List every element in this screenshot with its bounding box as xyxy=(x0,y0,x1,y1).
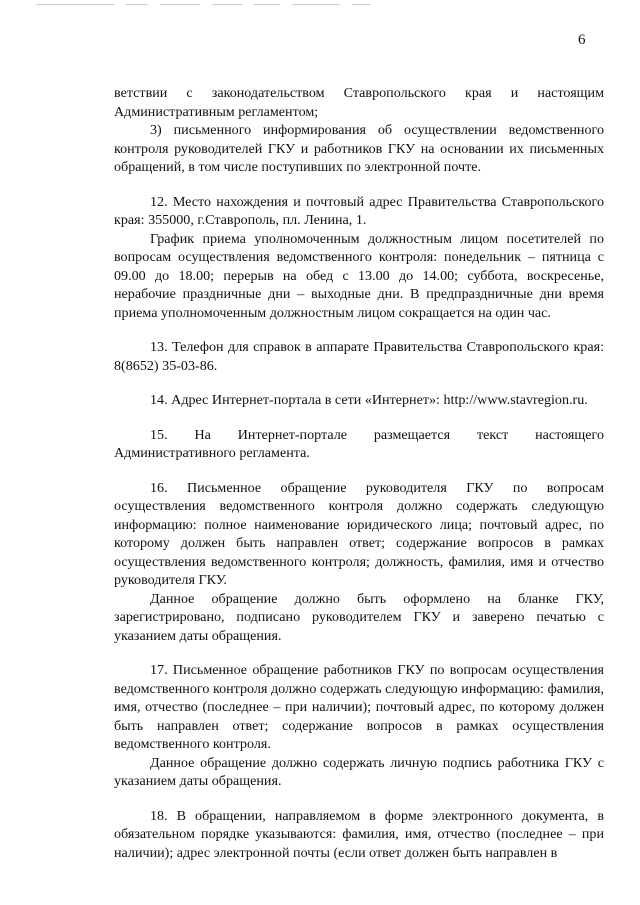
paragraph-14: 14. Адрес Интернет-портала в сети «Интернет»: http://www.stavregion.ru. xyxy=(150,392,588,408)
paragraph-15: 15. На Интернет-портале размещается текст настоящего Административного регламента. xyxy=(114,426,604,461)
paragraph-17-signature: Данное обращение должно содержать личную подпись работника ГКУ с указанием даты обращения. xyxy=(114,754,604,789)
paragraph-item-3: 3) письменного информирования об осуществлении ведомственного контроля руководителей ГКУ и работников ГКУ на основании их письменных обращений, в том числе поступивших по электронной почте. xyxy=(114,122,604,175)
paragraph-17: 17. Письменное обращение работников ГКУ по вопросам осуществления ведомственного контроля должно содержать следующую информацию: фамилия, имя, отчество (последнее – при наличии); почтовый адрес, по которому должен быть направлен ответ; содержание вопросов в рамках осуществления ведомственного контроля. xyxy=(114,662,604,752)
paragraph-16: 16. Письменное обращение руководителя ГКУ по вопросам осуществления ведомственного контроля должно содержать следующую информацию: полное наименование юридического лица; почтовый адрес, по которому должен быть направлен ответ; содержание вопросов в рамках осуществления ведомственного контроля; должность, фамилия, имя и отчество руководителя ГКУ. xyxy=(114,479,604,588)
paragraph-continuation: ветствии с законодательством Ставропольского края и настоящим Административным регламентом; xyxy=(114,85,604,120)
paragraph-schedule: График приема уполномоченным должностным лицом посетителей по вопросам осуществления ведомственного контроля: понедельник – пятница с 09.00 до 18.00; перерыв на обед с 13.00 до 14.00; суббота, воскресенье, нерабочие праздничные дни – выходные дни. В предпраздничные дни время приема уполномоченным должностным лицом сокращается на один час. xyxy=(114,230,604,321)
paragraph-13: 13. Телефон для справок в аппарате Правительства Ставропольского края: 8(8652) 35-03-86. xyxy=(114,339,604,374)
document-body xyxy=(114,84,604,862)
paragraph-16-form: Данное обращение должно быть оформлено на бланке ГКУ, зарегистрировано, подписано руководителем ГКУ и заверено печатью с указанием даты обращения. xyxy=(114,590,604,644)
paragraph-12: 12. Место нахождения и почтовый адрес Правительства Ставропольского края: 355000, г.Ставрополь, пл. Ленина, 1. xyxy=(114,193,604,228)
scan-artifact xyxy=(36,4,376,8)
page-number: 6 xyxy=(578,32,586,48)
paragraph-18: 18. В обращении, направляемом в форме электронного документа, в обязательном порядке указываются: фамилия, имя, отчество (последнее – при наличии); адрес электронной почты (если ответ должен быть направлен в xyxy=(114,807,604,861)
